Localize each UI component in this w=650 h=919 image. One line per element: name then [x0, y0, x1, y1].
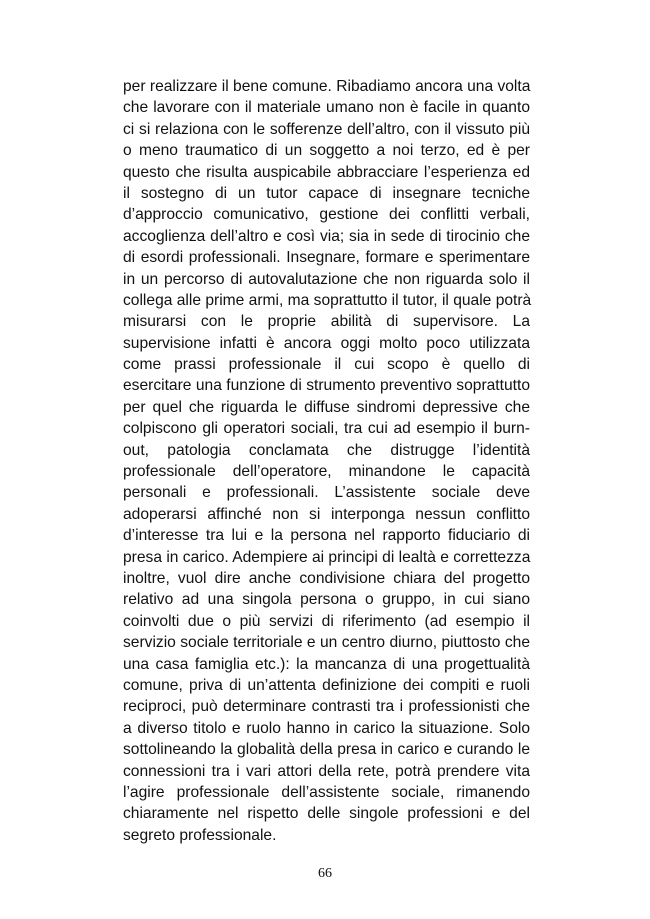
body-paragraph [123, 76, 530, 846]
text-line: accoglienza dell’altro e così via; sia in sede di tirocinio che [123, 227, 530, 245]
text-line: presa in carico. Adempiere ai principi di lealtà e correttezza [123, 548, 531, 566]
text-line: che lavorare con il materiale umano non è facile in quanto [123, 99, 530, 117]
text-line: o meno traumatico di un soggetto a noi terzo, ed è per [123, 142, 530, 160]
text-line: una casa famiglia etc.): la mancanza di una progettualità [123, 655, 530, 673]
page-number: 66 [318, 866, 332, 881]
text-line: segreto professionale. [123, 826, 277, 844]
text-line: comune, priva di un’attenta definizione dei compiti e ruoli [123, 676, 530, 694]
text-line: colpiscono gli operatori sociali, tra cui ad esempio il burn- [123, 420, 530, 438]
text-line: supervisione infatti è ancora oggi molto poco utilizzata [123, 334, 530, 352]
text-line: servizio sociale territoriale e un centro diurno, piuttosto che [123, 634, 530, 652]
text-line: reciproci, può determinare contrasti tra i professionisti che [123, 698, 530, 716]
text-line: chiaramente nel rispetto delle singole professioni e del [123, 805, 530, 823]
text-line: personali e professionali. L’assistente sociale deve [123, 484, 530, 502]
text-line: questo che risulta auspicabile abbracciare l’esperienza ed [123, 163, 530, 181]
text-line: ci si relaziona con le sofferenze dell’altro, con il vissuto più [123, 120, 530, 138]
text-line: come prassi professionale il cui scopo è quello di [123, 356, 530, 374]
text-line: di esordi professionali. Insegnare, formare e sperimentare [123, 249, 530, 267]
text-line: misurarsi con le proprie abilità di supervisore. La [123, 313, 530, 331]
text-line: coinvolti due o più servizi di riferimento (ad esempio il [123, 612, 530, 630]
text-line: professionale dell’operatore, minandone le capacità [123, 463, 530, 481]
text-line: d’approccio comunicativo, gestione dei conflitti verbali, [123, 206, 530, 224]
text-line: l’agire professionale dell’assistente sociale, rimanendo [123, 783, 530, 801]
text-line: inoltre, vuol dire anche condivisione chiara del progetto [123, 569, 530, 587]
text-line: d’interesse tra lui e la persona nel rapporto fiduciario di [123, 527, 530, 545]
text-line: in un percorso di autovalutazione che non riguarda solo il [123, 270, 530, 288]
text-line: il sostegno di un tutor capace di insegnare tecniche [123, 184, 530, 202]
text-line: per quel che riguarda le diffuse sindromi depressive che [123, 398, 530, 416]
text-line: out, patologia conclamata che distrugge l’identità [123, 441, 530, 459]
text-line: esercitare una funzione di strumento preventivo soprattutto [123, 377, 530, 395]
text-line: connessioni tra i vari attori della rete, potrà prendere vita [123, 762, 530, 780]
text-line: per realizzare il bene comune. Ribadiamo ancora una volta [123, 78, 531, 95]
text-line: relativo ad una singola persona o gruppo, in cui siano [123, 591, 530, 609]
text-line: a diverso titolo e ruolo hanno in carico la situazione. Solo [123, 719, 530, 737]
text-line: sottolineando la globalità della presa in carico e curando le [123, 741, 530, 759]
text-line: collega alle prime armi, ma soprattutto il tutor, il quale potrà [123, 291, 532, 309]
text-line: adoperarsi affinché non si interponga nessun conflitto [123, 505, 530, 523]
